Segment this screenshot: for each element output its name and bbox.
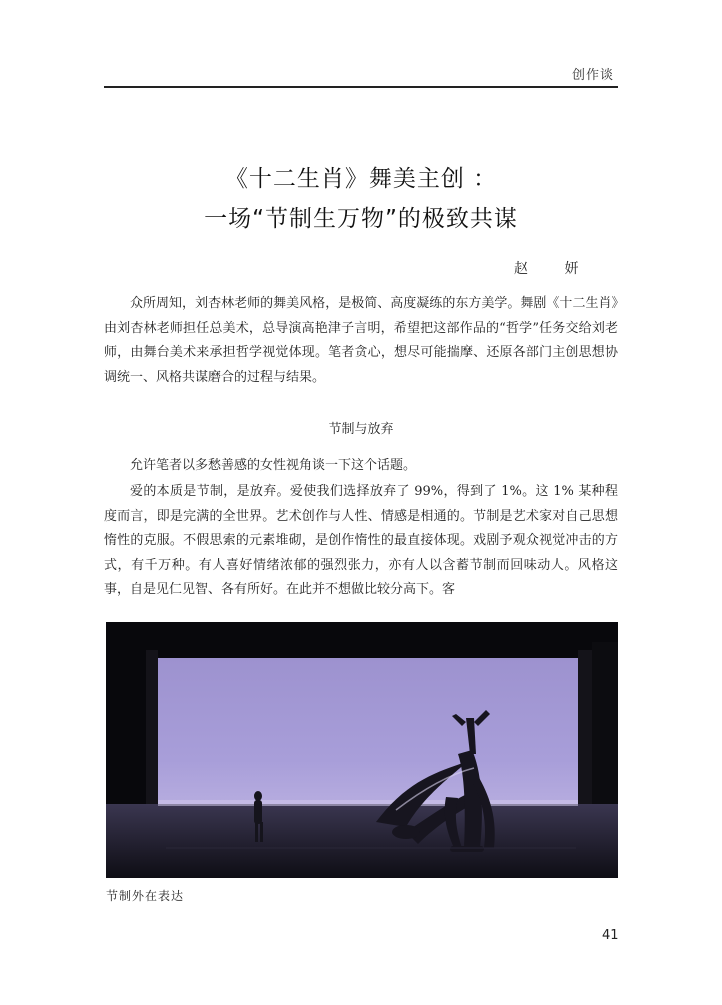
section-label: 创作谈 [571, 68, 614, 83]
body-paragraph-2: 爱的本质是节制，是放弃。爱使我们选择放弃了 99%，得到了 1%。这 1% 某种程度而言，即是完满的全世界。艺术创作与人性、情感是相通的。节制是艺术家对自己思想惰性的克服。不假思索的元素堆砌，是创作惰性的最直接体现。戏剧予观众视觉冲击的方式，有千万种。有人喜好情绪浓郁的强烈张力，亦有人以含蓄节制而回味动人。风格这事，自是见仁见智、各有所好。在此并不想做比较分高下。客 [104, 484, 618, 597]
author-name: 赵 妍 [514, 261, 595, 277]
header-rule [104, 86, 618, 88]
page-number: 41 [602, 928, 619, 943]
figure-caption: 节制外在表达 [106, 889, 185, 903]
body-paragraph-1: 允许笔者以多愁善感的女性视角谈一下这个话题。 [130, 458, 417, 473]
article-title-line-2: 一场“节制生万物”的极致共谋 [204, 206, 518, 232]
intro-paragraph: 众所周知，刘杏林老师的舞美风格，是极简、高度凝练的东方美学。舞剧《十二生肖》由刘杏林老师担任总美术，总导演高艳津子言明，希望把这部作品的“哲学”任务交给刘老师，由舞台美术来承担哲学视觉体现。笔者贪心，想尽可能揣摩、还原各部门主创思想协调统一、风格共谋磨合的过程与结果。 [104, 296, 618, 385]
section-subheading: 节制与放弃 [328, 422, 394, 437]
article-title-line-1: 《十二生肖》舞美主创 ： [224, 166, 498, 192]
stage-photo [106, 622, 618, 878]
